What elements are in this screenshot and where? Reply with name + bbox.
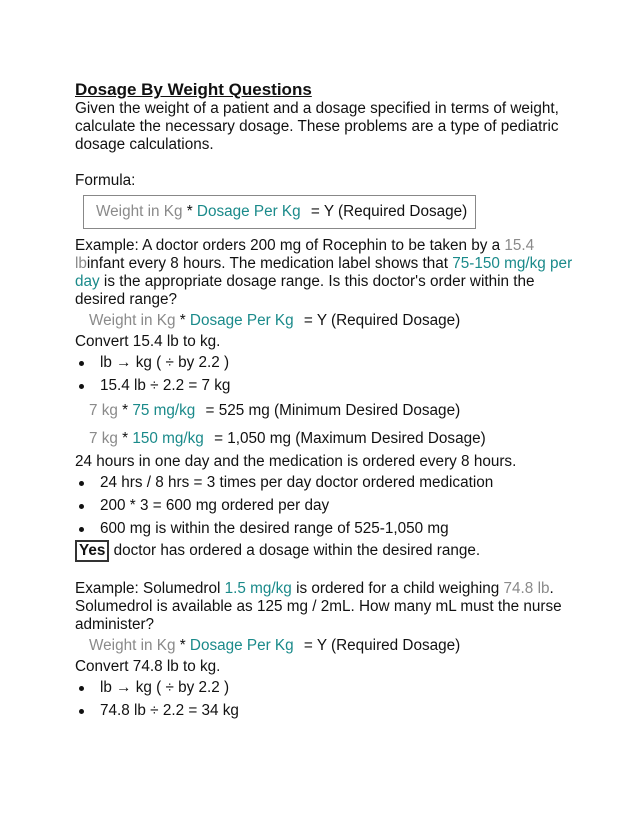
list-item: lb → kg ( ÷ by 2.2 ) — [75, 351, 575, 374]
formula-box — [83, 195, 476, 229]
list-item: 24 hrs / 8 hrs = 3 times per day doctor ordered medication — [75, 471, 575, 494]
example1-frequency-list — [75, 471, 575, 540]
formula-times: * — [186, 203, 193, 220]
formula-weight: Weight in Kg — [96, 203, 183, 220]
example2-weight: 74.8 lb — [503, 580, 550, 597]
yes-badge: Yes — [75, 540, 109, 562]
example2-paragraph: Example: Solumedrol 1.5 mg/kg is ordered for a child weighing 74.8 lb. Solumedrol is available as 125 mg / 2mL. How many mL must the nurse administer? — [75, 580, 562, 633]
formula-label: Formula: — [75, 172, 136, 189]
example1-hours: 24 hours in one day and the medication is ordered every 8 hours. — [75, 453, 517, 470]
example2-convert: Convert 74.8 lb to kg. — [75, 658, 221, 675]
example1-formula: Weight in Kg * Dosage Per Kg = Y (Required Dosage) — [89, 312, 461, 329]
example1-conclusion: Yes doctor has ordered a dosage within the desired range. — [75, 540, 575, 562]
example1-weight: 15.4 lb — [75, 237, 535, 272]
formula-dose: Dosage Per Kg — [196, 203, 301, 220]
list-item: lb → kg ( ÷ by 2.2 ) — [75, 676, 575, 699]
example2-conversion-list — [75, 676, 575, 722]
example1-paragraph: Example: A doctor orders 200 mg of Rocephin to be taken by a 15.4 lbinfant every 8 hours. The medication label shows that 75-150 mg/kg per day is the appropriate dosage range. Is this doctor's order within the desired range? — [75, 237, 573, 308]
document-page — [75, 80, 575, 722]
list-item: 200 * 3 = 600 mg ordered per day — [75, 494, 575, 517]
example2-formula: Weight in Kg * Dosage Per Kg = Y (Required Dosage) — [89, 637, 461, 654]
page-title: Dosage By Weight Questions — [75, 80, 312, 99]
list-item: 15.4 lb ÷ 2.2 = 7 kg — [75, 374, 575, 397]
list-item: 600 mg is within the desired range of 525-1,050 mg — [75, 517, 575, 540]
example1-convert: Convert 15.4 lb to kg. — [75, 333, 221, 350]
example1-range: 75-150 mg/kg per day — [75, 255, 573, 290]
intro-paragraph: Given the weight of a patient and a dosage specified in terms of weight, calculate the necessary dosage. These problems are a type of pediatric dosage calculations. — [75, 100, 559, 153]
formula-result: Y (Required Dosage) — [323, 203, 468, 220]
example1-conversion-list — [75, 351, 575, 397]
formula-equals: = — [310, 203, 320, 220]
example1-calc-max: 7 kg * 150 mg/kg = 1,050 mg (Maximum Desired Dosage) — [89, 430, 486, 447]
example2-dose: 1.5 mg/kg — [224, 580, 292, 597]
list-item: 74.8 lb ÷ 2.2 = 34 kg — [75, 699, 575, 722]
example1-calc-min: 7 kg * 75 mg/kg = 525 mg (Minimum Desired Dosage) — [89, 402, 461, 419]
